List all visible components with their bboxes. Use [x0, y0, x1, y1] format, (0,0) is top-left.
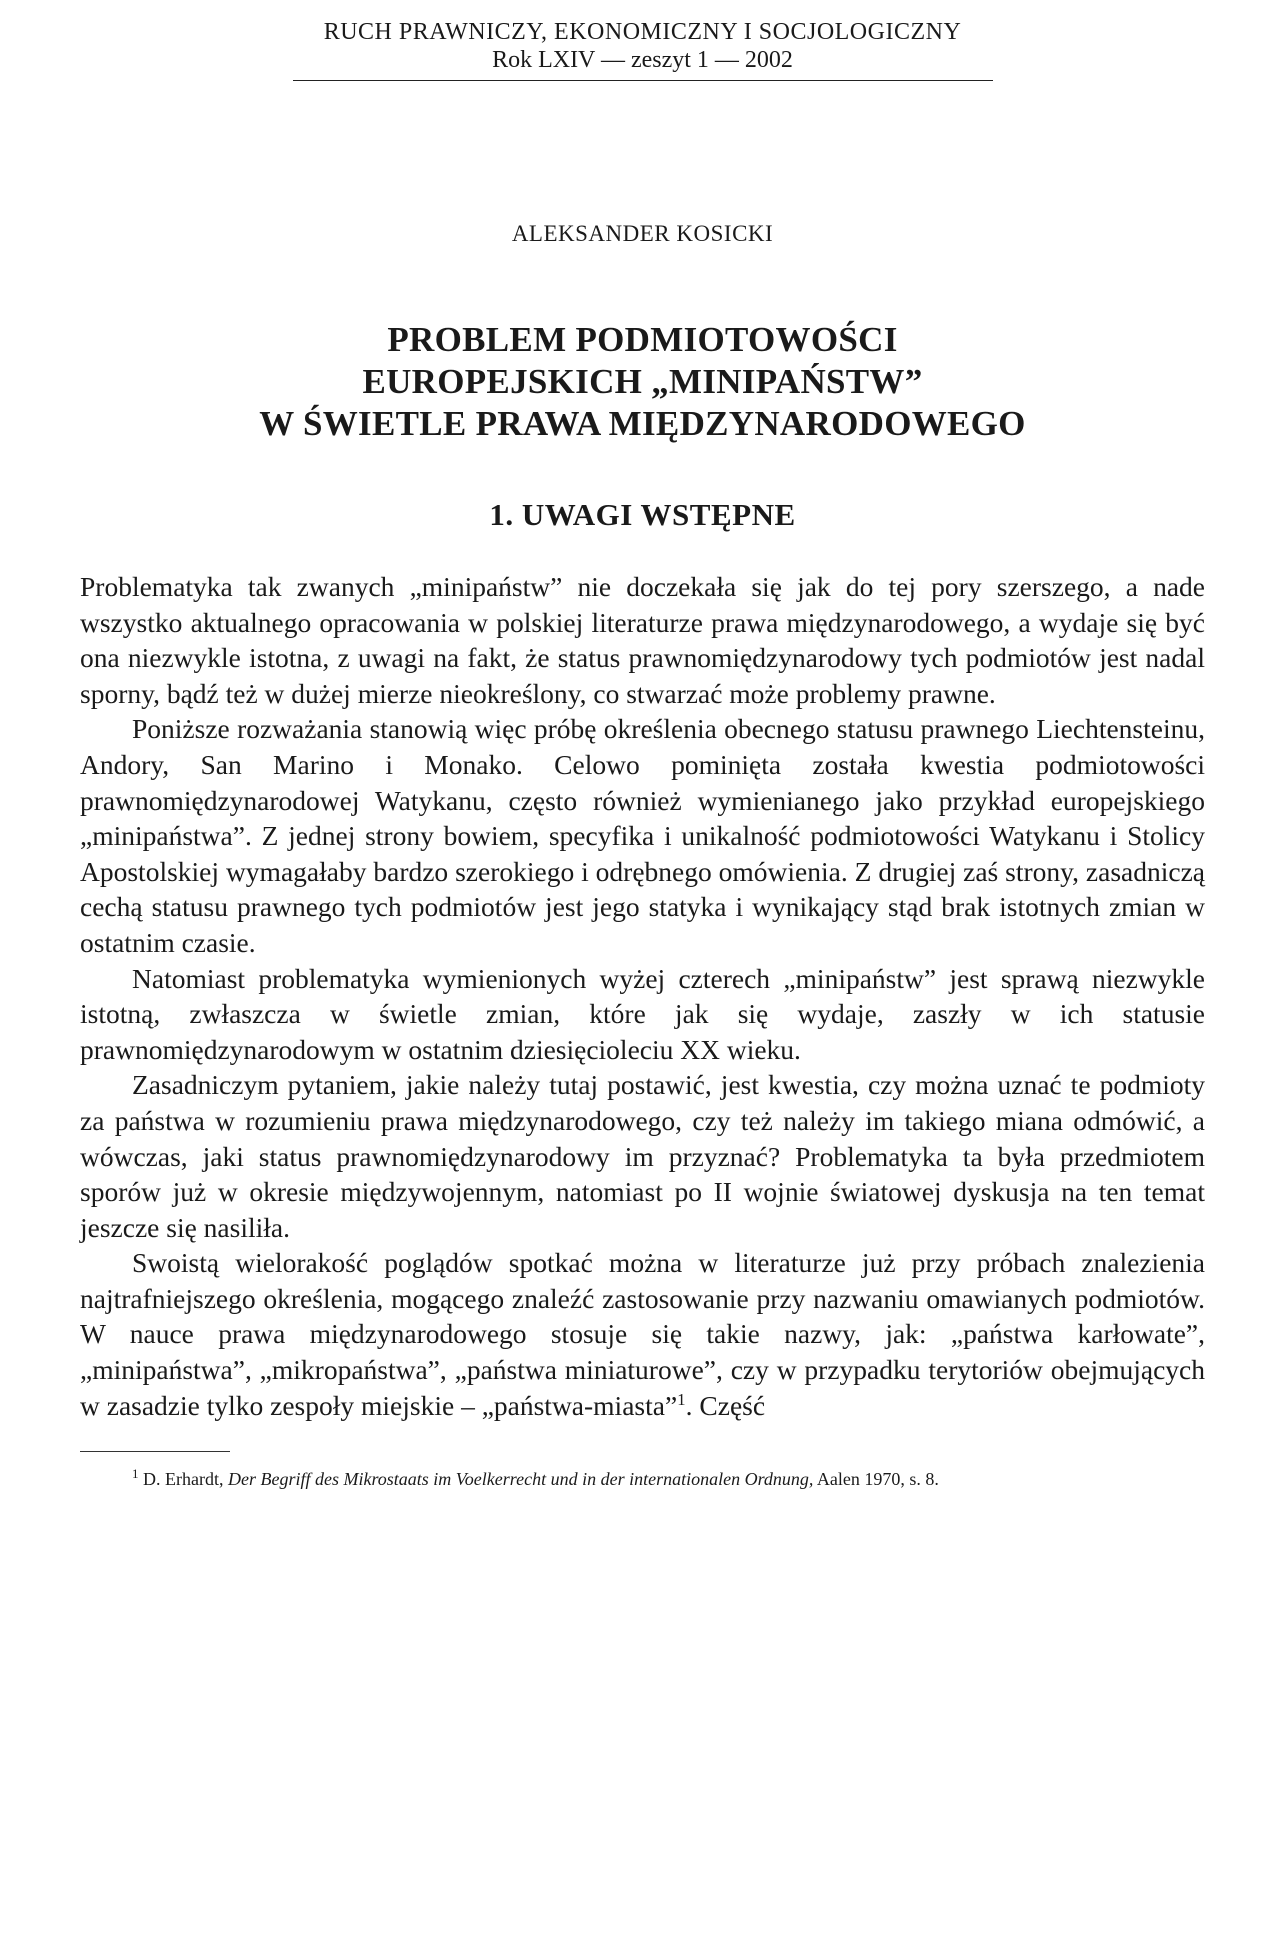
article-title: [80, 319, 1205, 445]
footnote-title: Der Begriff des Mikrostaats im Voelkerrecht und in der internationalen Ordnung,: [227, 1469, 814, 1490]
body-text: [80, 569, 1205, 1423]
footnote-rest: Aalen 1970, s. 8.: [816, 1469, 939, 1490]
footnote-reference[interactable]: 1: [677, 1389, 686, 1409]
footnote-author: D. Erhardt,: [143, 1469, 224, 1490]
journal-issue: Rok LXIV — zeszyt 1 — 2002: [492, 47, 793, 73]
title-line-2: EUROPEJSKICH „MINIPAŃSTW”: [362, 362, 923, 401]
paragraph-3: Natomiast problematyka wymienionych wyżej czterech „minipaństw” jest sprawą niezwykle istotną, zwłaszcza w świetle zmian, które jak się wydaje, zaszły w ich statusie prawnomiędzynarodowym w ostatnim dziesięcioleciu XX wieku.: [80, 962, 1205, 1065]
paragraph-4: Zasadniczym pytaniem, jakie należy tutaj postawić, jest kwestia, czy można uznać te podmioty za państwa w rozumieniu prawa międzynarodowego, czy też należy im takiego miana odmówić, a wówczas, jaki status prawnomiędzynarodowy im przyznać? Problematyka ta była przedmiotem sporów już w okresie międzywojennym, natomiast po II wojnie światowej dyskusja na ten temat jeszcze się nasiliła.: [80, 1069, 1205, 1243]
paragraph-1: Problematyka tak zwanych „minipaństw” nie doczekała się jak do tej pory szerszego, a nade wszystko aktualnego opracowania w polskiej literaturze prawa międzynarodowego, a wydaje się być ona niezwykle istotna, z uwagi na fakt, że status prawnomiędzynarodowy tych podmiotów jest nadal sporny, bądź też w dużej mierze nieokreślony, co stwarzać może problemy prawne.: [80, 571, 1205, 709]
title-line-3: W ŚWIETLE PRAWA MIĘDZYNARODOWEGO: [259, 404, 1026, 443]
footnote-divider: [80, 1451, 230, 1452]
footnote-number: 1: [132, 1466, 139, 1482]
journal-header: [80, 18, 1205, 81]
footnote: [80, 1466, 1205, 1492]
section-heading: 1. UWAGI WSTĘPNE: [489, 497, 796, 532]
paragraph-5-text: Swoistą wielorakość poglądów spotkać można w literaturze już przy próbach znalezienia najtrafniejszego określenia, mogącego znaleźć zastosowanie przy nazwaniu omawianych podmiotów. W nauce prawa międzynarodowego stosuje się takie nazwy, jak: „państwa karłowate”, „minipaństwa”, „mikropaństwa”, „państwa miniaturowe”, czy w przypadku terytoriów obejmujących w zasadzie tylko zespoły miejskie – „państwa-miasta”: [80, 1247, 1205, 1421]
paragraph-5-tail: . Część: [685, 1389, 766, 1421]
header-divider: [293, 80, 993, 81]
author-name: ALEKSANDER KOSICKI: [511, 221, 774, 246]
journal-name: RUCH PRAWNICZY, EKONOMICZNY I SOCJOLOGICZNY: [323, 19, 962, 45]
paragraph-5: [80, 1245, 1205, 1423]
paragraph-2: Poniższe rozważania stanowią więc próbę określenia obecnego statusu prawnego Liechtensteinu, Andory, San Marino i Monako. Celowo pominięta została kwestia podmiotowości prawnomiędzynarodowej Watykanu, często również wymienianego jako przykład europejskiego „minipaństwa”. Z jednej strony bowiem, specyfika i unikalność podmiotowości Watykanu i Stolicy Apostolskiej wymagałaby bardzo szerokiego i odrębnego omówienia. Z drugiej zaś strony, zasadniczą cechą statusu prawnego tych podmiotów jest jego statyka i wynikający stąd brak istotnych zmian w ostatnim czasie.: [80, 713, 1205, 958]
document-page: [80, 18, 1205, 1492]
title-line-1: PROBLEM PODMIOTOWOŚCI: [387, 320, 898, 359]
